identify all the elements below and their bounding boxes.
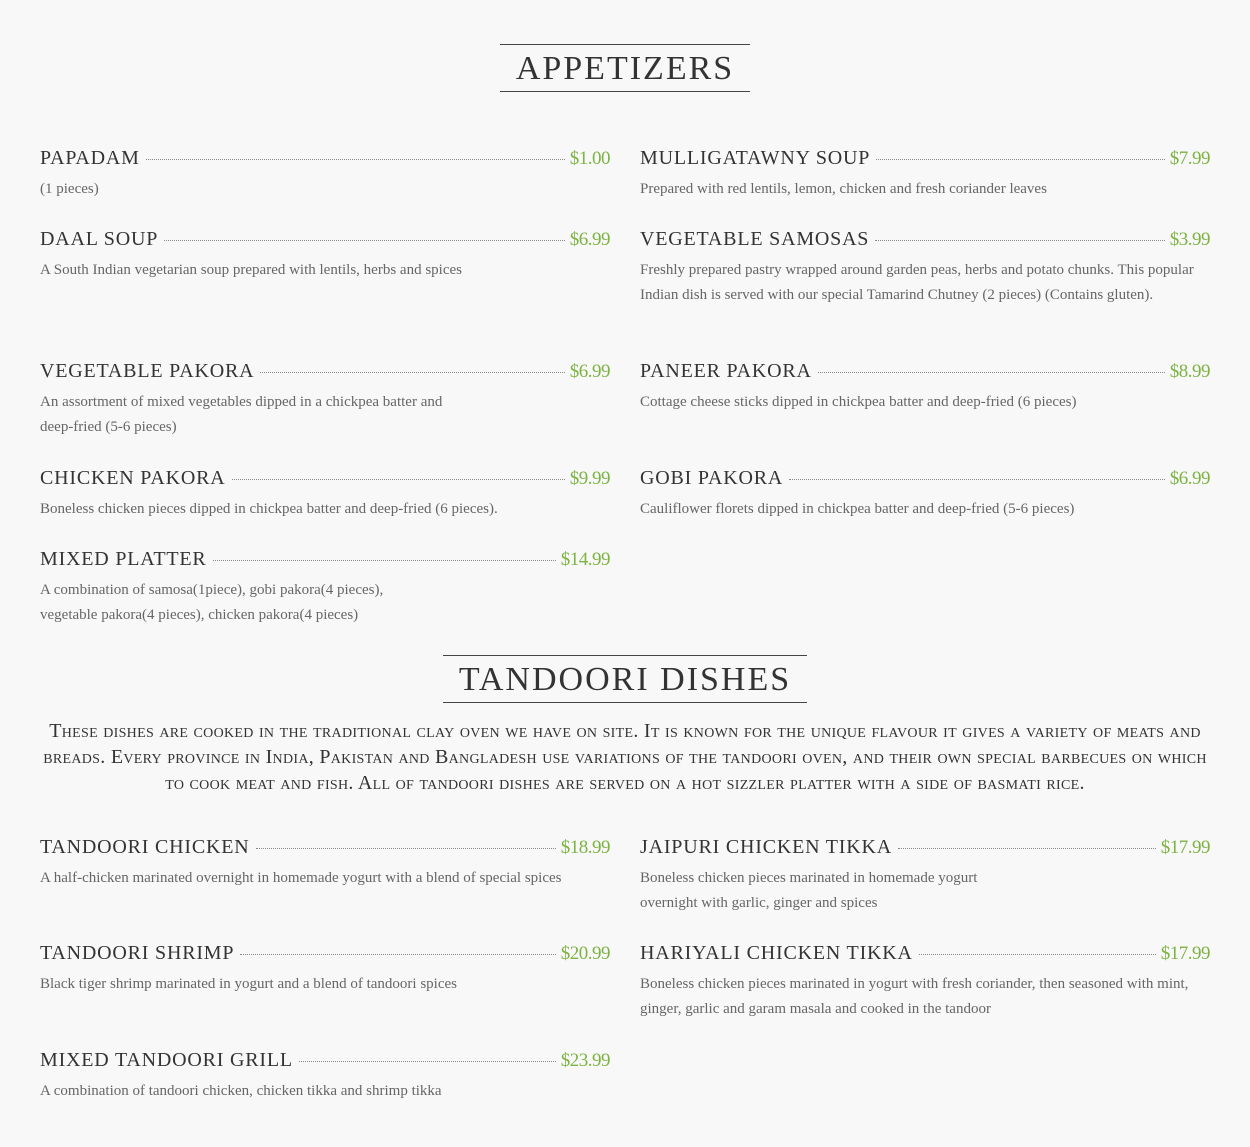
item-price: $3.99 [1169,229,1210,250]
menu-item-paneer-pakora [640,360,1210,415]
item-description: (1 pieces) [40,181,99,197]
menu-item-hariyali-chicken-tikka [640,942,1210,1022]
item-price: $7.99 [1169,148,1210,169]
dot-leader [213,560,556,561]
item-description: A combination of samosa(1piece), gobi pakora(4 pieces), vegetable pakora(4 pieces), chicken pakora(4 pieces) [40,582,384,623]
dot-leader [164,240,565,241]
dot-leader [256,848,556,849]
dot-leader [875,240,1165,241]
dot-leader [876,159,1165,160]
item-description: An assortment of mixed vegetables dipped in a chickpea batter and deep-fried (5-6 pieces) [40,394,443,435]
item-price: $1.00 [569,148,610,169]
menu-item-gobi-pakora [640,467,1210,522]
item-name: TANDOORI CHICKEN [40,836,250,858]
item-price: $20.99 [560,943,610,964]
item-description: Freshly prepared pastry wrapped around garden peas, herbs and potato chunks. This popular Indian dish is served with our special Tamarind Chutney (2 pieces) (Contains gluten). [640,262,1194,303]
item-name: VEGETABLE SAMOSAS [640,228,870,250]
item-description: A half-chicken marinated overnight in homemade yogurt with a blend of special spices [40,870,562,886]
item-price: $9.99 [569,468,610,489]
menu-item-daal-soup [40,228,610,283]
appetizers-heading [0,44,1250,92]
item-name: HARIYALI CHICKEN TIKKA [640,942,913,964]
menu-item-mixed-tandoori-grill [40,1049,610,1104]
item-name: VEGETABLE PAKORA [40,360,255,382]
item-name: GOBI PAKORA [640,467,784,489]
item-name: MIXED PLATTER [40,548,207,570]
item-description: Boneless chicken pieces marinated in yogurt with fresh coriander, then seasoned with mint, ginger, garlic and garam masala and cooked in the tandoor [640,976,1189,1017]
item-price: $17.99 [1160,837,1210,858]
dot-leader [898,848,1156,849]
menu-item-mulligatawny-soup [640,147,1210,202]
dot-leader [789,479,1165,480]
menu-item-chicken-pakora [40,467,610,522]
item-name: MIXED TANDOORI GRILL [40,1049,293,1071]
appetizers-title: APPETIZERS [500,44,750,92]
tandoori-heading [0,655,1250,703]
item-description: Black tiger shrimp marinated in yogurt and a blend of tandoori spices [40,976,457,992]
dot-leader [919,954,1156,955]
item-description: Cottage cheese sticks dipped in chickpea batter and deep-fried (6 pieces) [640,394,1077,410]
dot-leader [232,479,565,480]
item-name: TANDOORI SHRIMP [40,942,235,964]
item-price: $18.99 [560,837,610,858]
item-description: Boneless chicken pieces dipped in chickpea batter and deep-fried (6 pieces). [40,501,498,517]
item-description: Prepared with red lentils, lemon, chicken and fresh coriander leaves [640,181,1047,197]
dot-leader [818,372,1165,373]
tandoori-intro: These dishes are cooked in the traditional clay oven we have on site. It is known for the unique flavour it gives a variety of meats and breads. Every province in India, Pakistan and Bangladesh use variations of the tandoori oven, and their own special barbecues on which to cook meat and fish. All of tandoori dishes are served on a hot sizzler platter with a side of basmati rice. [43,720,1207,794]
item-name: DAAL SOUP [40,228,159,250]
dot-leader [260,372,564,373]
menu-item-vegetable-samosas [640,228,1210,308]
dot-leader [240,954,555,955]
item-price: $23.99 [560,1050,610,1071]
item-price: $6.99 [1169,468,1210,489]
dot-leader [146,159,565,160]
item-name: PANEER PAKORA [640,360,812,382]
item-name: CHICKEN PAKORA [40,467,226,489]
item-price: $8.99 [1169,361,1210,382]
item-price: $6.99 [569,361,610,382]
dot-leader [299,1061,556,1062]
menu-item-papadam [40,147,610,202]
item-price: $6.99 [569,229,610,250]
menu-item-vegetable-pakora [40,360,610,440]
menu-item-jaipuri-chicken-tikka [640,836,1210,916]
item-price: $14.99 [560,549,610,570]
item-description: A South Indian vegetarian soup prepared with lentils, herbs and spices [40,262,462,278]
item-name: PAPADAM [40,147,140,169]
menu-item-tandoori-shrimp [40,942,610,997]
menu-item-mixed-platter [40,548,610,628]
item-description: Boneless chicken pieces marinated in homemade yogurt overnight with garlic, ginger and spices [640,870,978,911]
item-name: MULLIGATAWNY SOUP [640,147,871,169]
menu-item-tandoori-chicken [40,836,610,891]
item-description: A combination of tandoori chicken, chicken tikka and shrimp tikka [40,1083,442,1099]
item-description: Cauliflower florets dipped in chickpea batter and deep-fried (5-6 pieces) [640,501,1075,517]
item-name: JAIPURI CHICKEN TIKKA [640,836,892,858]
tandoori-title: TANDOORI DISHES [443,655,807,703]
item-price: $17.99 [1160,943,1210,964]
